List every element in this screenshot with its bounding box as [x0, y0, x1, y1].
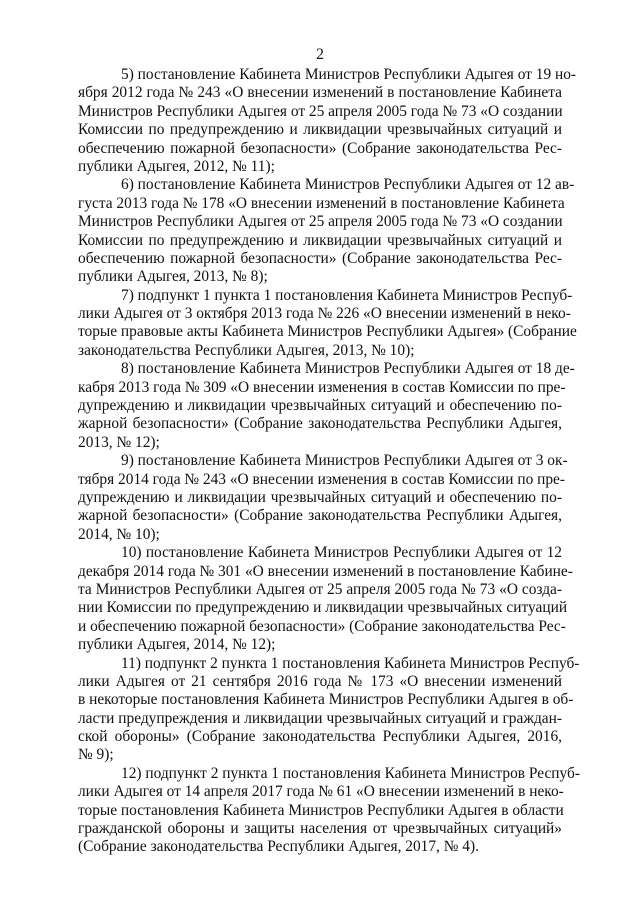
paragraph-line: густа 2013 года № 178 «О внесении изменений в постановление Кабинета: [78, 194, 565, 212]
paragraph-line: 6) постановление Кабинета Министров Республики Адыгея от 12 ав-: [121, 176, 575, 194]
paragraph-line: та Министров Республики Адыгея от 25 апреля 2005 года № 73 «О созда-: [78, 580, 562, 598]
paragraph-line: 2014, № 10);: [78, 525, 160, 543]
paragraph-line: Министров Республики Адыгея от 25 апреля 2005 года № 73 «О создании: [78, 102, 563, 120]
paragraph-line: ской обороны» (Собрание законодательства Республики Адыгея, 2016,: [78, 728, 562, 746]
paragraph-line: обеспечению пожарной безопасности» (Собрание законодательства Рес-: [78, 139, 562, 157]
paragraph-line: ласти предупреждения и ликвидации чрезвычайных ситуаций и граждан-: [78, 709, 562, 727]
list-item: [78, 544, 573, 654]
paragraph-line: лики Адыгея от 3 октября 2013 года № 226 «О внесении изменений в неко-: [78, 305, 571, 323]
paragraph-line: декабря 2014 года № 301 «О внесении изменений в постановление Кабине-: [78, 562, 573, 580]
paragraph-line: лики Адыгея от 14 апреля 2017 года № 61 «О внесении изменений в неко-: [78, 783, 564, 801]
paragraph-line: торые постановления Кабинета Министров Республики Адыгея в области: [78, 801, 564, 819]
paragraph-line: № 9);: [78, 746, 114, 764]
paragraph-line: торые правовые акты Кабинета Министров Республики Адыгея» (Собрание: [78, 323, 577, 341]
paragraph-line: (Собрание законодательства Республики Адыгея, 2017, № 4).: [78, 838, 479, 856]
paragraph-line: 2013, № 12);: [78, 433, 160, 451]
paragraph-line: жарной безопасности» (Собрание законодательства Республики Адыгея,: [78, 415, 562, 433]
paragraph-line: 12) подпункт 2 пункта 1 постановления Кабинета Министров Респуб-: [121, 764, 580, 782]
paragraph-line: публики Адыгея, 2014, № 12);: [78, 636, 276, 654]
paragraph-line: гражданской обороны и защиты населения от чрезвычайных ситуаций»: [78, 820, 562, 838]
list-item: [78, 176, 575, 286]
paragraph-line: 9) постановление Кабинета Министров Республики Адыгея от 3 ок-: [121, 452, 568, 470]
paragraph-line: и обеспечению пожарной безопасности» (Собрание законодательства Рес-: [78, 617, 566, 635]
paragraph-line: обеспечению пожарной безопасности» (Собрание законодательства Рес-: [78, 249, 562, 267]
paragraph-line: в некоторые постановления Кабинета Министров Республики Адыгея в об-: [78, 691, 574, 709]
page-number: 2: [316, 46, 324, 63]
paragraph-line: тября 2014 года № 243 «О внесении изменения в состав Комиссии по пре-: [78, 470, 565, 488]
list-item: [78, 452, 568, 544]
paragraph-line: 8) постановление Кабинета Министров Республики Адыгея от 18 де-: [121, 360, 575, 378]
paragraph-line: Министров Республики Адыгея от 25 апреля 2005 года № 73 «О создании: [78, 213, 563, 231]
paragraph-line: ября 2012 года № 243 «О внесении изменений в постановление Кабинета: [78, 84, 562, 102]
paragraph-line: 11) подпункт 2 пункта 1 постановления Кабинета Министров Респуб-: [121, 654, 580, 672]
list-item: [78, 764, 580, 857]
paragraph-line: публики Адыгея, 2013, № 8);: [78, 268, 268, 286]
paragraph-line: 10) постановление Кабинета Министров Республики Адыгея от 12: [121, 544, 562, 562]
paragraph-line: нии Комиссии по предупреждению и ликвидации чрезвычайных ситуаций: [78, 599, 568, 617]
list-item: [78, 654, 580, 765]
paragraph-line: публики Адыгея, 2012, № 11);: [78, 157, 275, 175]
list-item: [78, 360, 575, 452]
paragraph-line: 5) постановление Кабинета Министров Республики Адыгея от 19 но-: [121, 66, 577, 83]
paragraph-line: лики Адыгея от 21 сентября 2016 года № 173 «О внесении изменений: [78, 672, 562, 690]
document-body: [78, 66, 580, 857]
paragraph-line: дупреждению и ликвидации чрезвычайных ситуаций и обеспечению по-: [78, 488, 562, 506]
paragraph-line: 7) подпункт 1 пункта 1 постановления Кабинета Министров Респуб-: [121, 286, 573, 304]
list-item: [78, 286, 577, 361]
list-item: [78, 66, 577, 176]
paragraph-line: Комиссии по предупреждению и ликвидации чрезвычайных ситуаций и: [78, 231, 562, 249]
paragraph-line: законодательства Республики Адыгея, 2013, № 10);: [78, 341, 415, 359]
paragraph-line: кабря 2013 года № 309 «О внесении изменения в состав Комиссии по пре-: [78, 378, 566, 396]
paragraph-line: жарной безопасности» (Собрание законодательства Республики Адыгея,: [78, 507, 562, 525]
paragraph-line: Комиссии по предупреждению и ликвидации чрезвычайных ситуаций и: [78, 121, 562, 139]
paragraph-line: дупреждению и ликвидации чрезвычайных ситуаций и обеспечению по-: [78, 397, 562, 415]
